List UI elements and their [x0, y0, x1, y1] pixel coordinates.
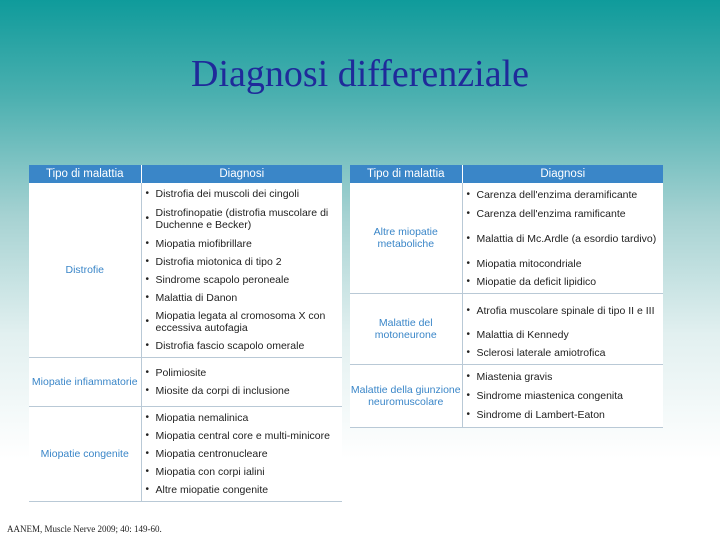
header-tipo-di-malattia: Tipo di malattia	[29, 165, 141, 183]
list-item: • Sindrome di Lambert-Eaton	[467, 406, 660, 425]
right-diagnosis-table	[350, 165, 663, 428]
list-item: • Carenza dell'enzima ramificante	[467, 205, 660, 223]
list-item: • Miopatie da deficit lipidico	[467, 273, 660, 291]
table-row	[29, 183, 342, 358]
list-item: • Distrofinopatie (distrofia muscolare di Duchenne e Becker)	[146, 203, 339, 235]
list-item: • Malattia di Mc.Ardle (a esordio tardivo)	[467, 223, 660, 255]
list-item: • Atrofia muscolare spinale di tipo II e III	[467, 296, 660, 326]
list-item: • Distrofia miotonica di tipo 2	[146, 253, 339, 271]
list-item: • Sindrome miastenica congenita	[467, 387, 660, 406]
table-row	[29, 407, 342, 502]
list-item: • Altre miopatie congenite	[146, 481, 339, 499]
table-header-row	[29, 165, 342, 183]
category-cell: Miopatie congenite	[29, 407, 141, 502]
list-item: • Sclerosi laterale amiotrofica	[467, 344, 660, 362]
list-item: • Malattia di Kennedy	[467, 326, 660, 344]
category-cell: Malattie del motoneurone	[350, 294, 462, 365]
list-item: • Miopatia central core e multi-minicore	[146, 427, 339, 445]
category-cell: Altre miopatie metaboliche	[350, 183, 462, 294]
list-item: • Miopatia miofibrillare	[146, 235, 339, 253]
category-cell: Distrofie	[29, 183, 141, 358]
list-item: • Miastenia gravis	[467, 368, 660, 387]
list-item: • Miopatia centronucleare	[146, 445, 339, 463]
slide-title: Diagnosi differenziale	[191, 53, 529, 95]
table-row	[350, 365, 663, 428]
table-row	[29, 358, 342, 407]
list-item: • Miopatia nemalinica	[146, 409, 339, 427]
header-diagnosi: Diagnosi	[462, 165, 663, 183]
header-diagnosi: Diagnosi	[141, 165, 342, 183]
diagnosis-cell	[462, 294, 663, 365]
list-item: • Sindrome scapolo peroneale	[146, 271, 339, 289]
list-item: • Miopatia con corpi ialini	[146, 463, 339, 481]
list-item: • Polimiosite	[146, 364, 339, 382]
diagnosis-cell	[141, 183, 342, 358]
list-item: • Miopatia legata al cromosoma X con eccessiva autofagia	[146, 307, 339, 337]
diagnosis-cell	[141, 358, 342, 407]
list-item: • Miosite da corpi di inclusione	[146, 382, 339, 400]
category-cell: Miopatie infiammatorie	[29, 358, 141, 407]
list-item: • Distrofia dei muscoli dei cingoli	[146, 185, 339, 203]
diagnosis-cell	[462, 183, 663, 294]
table-row	[350, 183, 663, 294]
category-cell: Malattie della giunzione neuromuscolare	[350, 365, 462, 428]
list-item: • Malattia di Danon	[146, 289, 339, 307]
header-tipo-di-malattia: Tipo di malattia	[350, 165, 462, 183]
left-diagnosis-table	[29, 165, 342, 502]
table-row	[350, 294, 663, 365]
list-item: • Miopatia mitocondriale	[467, 255, 660, 273]
list-item: • Carenza dell'enzima deramificante	[467, 185, 660, 205]
diagnosis-cell	[141, 407, 342, 502]
table-header-row	[350, 165, 663, 183]
source-citation: AANEM, Muscle Nerve 2009; 40: 149-60.	[7, 524, 162, 534]
diagnosis-cell	[462, 365, 663, 428]
list-item: • Distrofia fascio scapolo omerale	[146, 337, 339, 355]
